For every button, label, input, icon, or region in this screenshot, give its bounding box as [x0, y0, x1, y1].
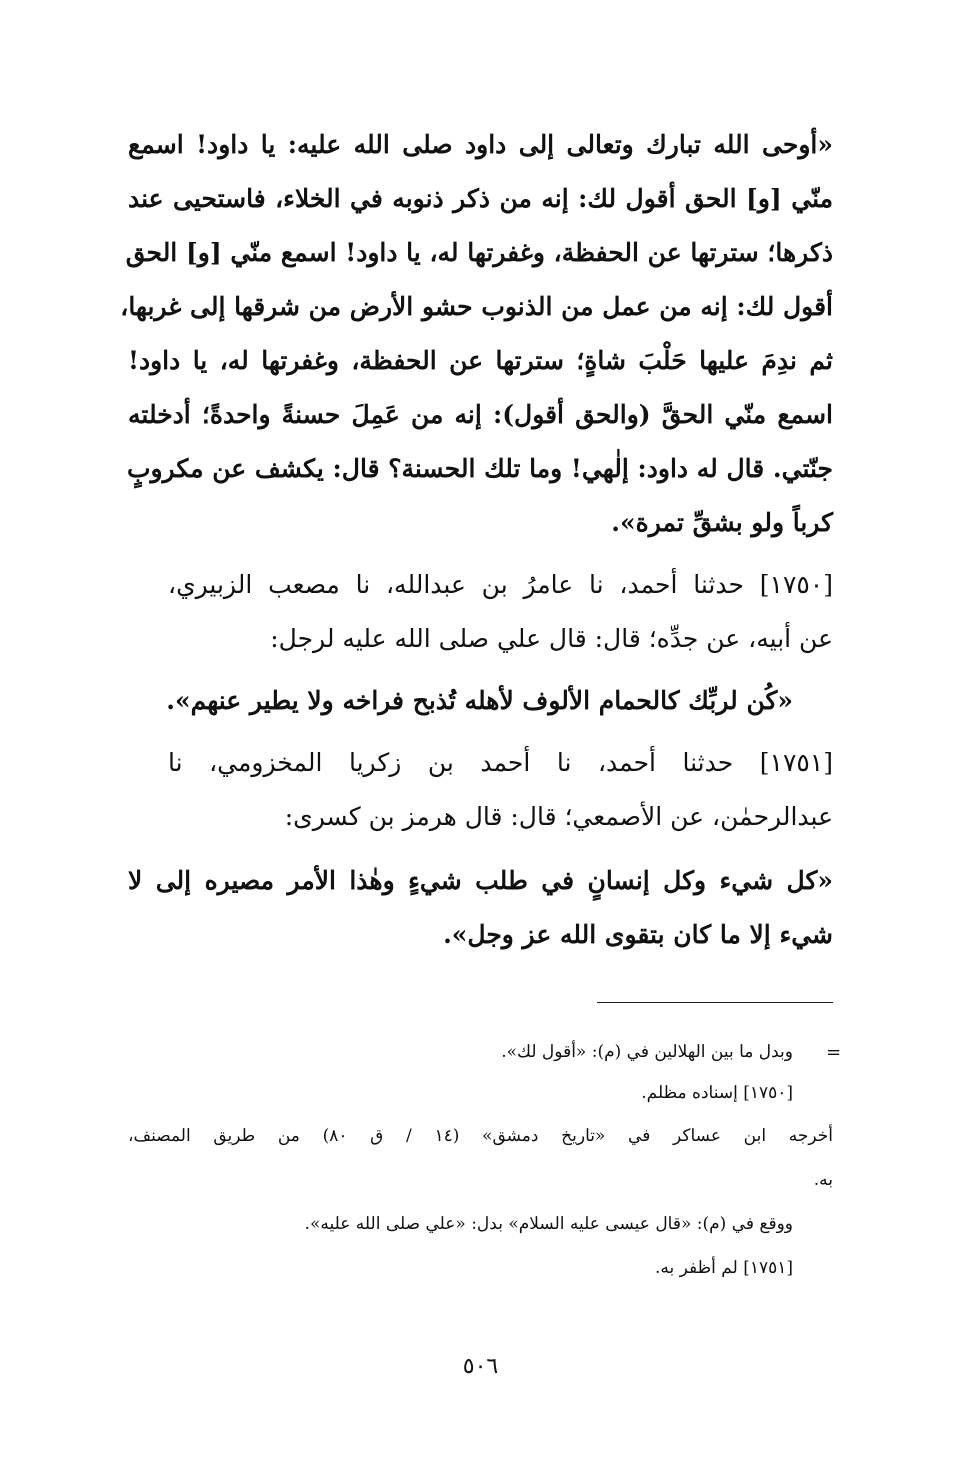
footnote-line-2: [١٧٥٠] إسناده مظلم. [641, 1083, 793, 1103]
saying-hurmuz-line-1: «كل شيء وكل إنسانٍ في طلب شيءٍ وهٰذا الأمر مصيره إلى لا [128, 866, 833, 895]
isnad-1751-line-1: [١٧٥١] حدثنا أحمد، نا أحمد بن زكريا المخزومي، نا [168, 748, 833, 777]
hadith-1-line-1: «أوحى الله تبارك وتعالى إلى داود صلى الله عليه: يا داود! اسمع [128, 130, 833, 159]
footnote-line-5: ووقع في (م): «قال عيسى عليه السلام» بدل: «علي صلى الله عليه». [304, 1214, 793, 1234]
footnote-line-6: [١٧٥١] لم أظفر به. [655, 1258, 793, 1278]
isnad-1751-line-2: عبدالرحمٰن، عن الأصمعي؛ قال: قال هرمز بن كسرى: [284, 802, 833, 831]
footnote-separator [597, 1002, 833, 1003]
hadith-1-line-8: كرباً ولو بشقِّ تمرة». [611, 508, 833, 537]
hadith-1-line-3: ذكرها؛ سترتها عن الحفظة، وغفرتها له، يا داود! اسمع منّي [و] الحق [125, 238, 833, 267]
hadith-1-line-6: اسمع منّي الحقَّ (والحق أقول): إنه من عَمِلَ حسنةً واحدةً؛ أدخلته [128, 400, 833, 429]
hadith-1-line-5: ثم ندِمَ عليها حَلْبَ شاةٍ؛ سترتها عن الحفظة، وغفرتها له، يا داود! [128, 346, 833, 375]
footnote-line-1: وبدل ما بين الهلالين في (م): «أقول لك». [501, 1042, 793, 1062]
footnote-line-3: أخرجه ابن عساكر في «تاريخ دمشق» (١٤ / ق ٨٠) من طريق المصنف، [128, 1126, 833, 1146]
saying-hurmuz-line-2: شيء إلا ما كان بتقوى الله عز وجل». [443, 920, 833, 949]
isnad-1750-line-1: [١٧٥٠] حدثنا أحمد، نا عامرُ بن عبدالله، نا مصعب الزبيري، [168, 570, 833, 599]
isnad-1750-line-2: عن أبيه، عن جدِّه؛ قال: قال علي صلى الله عليه لرجل: [270, 624, 833, 653]
hadith-1-line-7: جنّتي. قال له داود: إلٰهي! وما تلك الحسنة؟ قال: يكشف عن مكروبٍ [126, 454, 833, 483]
page-number: ٥٠٦ [462, 1354, 499, 1379]
hadith-1-line-4: أقول لك: إنه من عمل من الذنوب حشو الأرض من شرقها إلى غربها، [120, 292, 833, 321]
hadith-1-line-2: منّي [و] الحق أقول لك: إنه من ذكر ذنوبه في الخلاء، فاستحيى عند [128, 184, 833, 213]
saying-ali: «كُن لربِّك كالحمام الألوف لأهله تُذبح فراخه ولا يطير عنهم». [166, 686, 793, 715]
footnote-continuation-mark: = [826, 1042, 842, 1063]
footnote-line-4: به. [813, 1170, 833, 1190]
